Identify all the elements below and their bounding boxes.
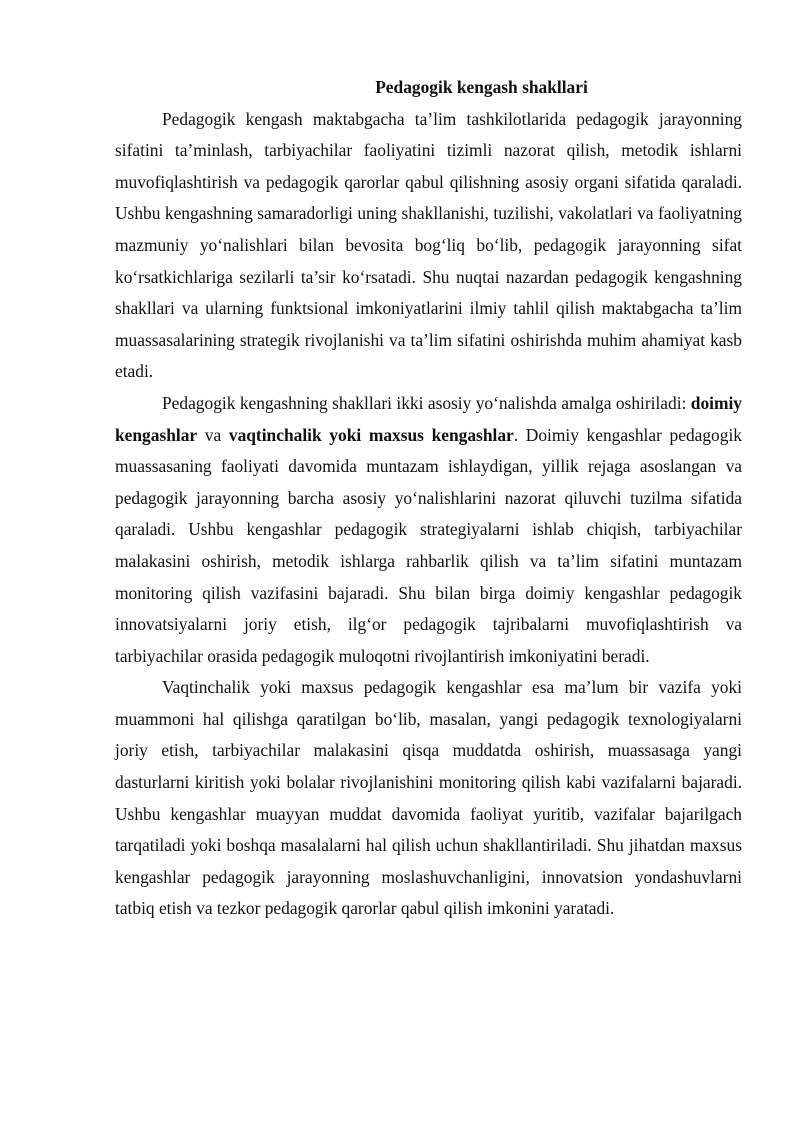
term-temporary-councils: vaqtinchalik yoki maxsus kengashlar — [228, 424, 514, 445]
paragraph-2-intro: Pedagogik kengashning shakllari ikki asosiy yo‘nalishda amalga oshiriladi: — [162, 392, 691, 413]
paragraph-3: Vaqtinchalik yoki maxsus pedagogik kengashlar esa ma’lum bir vazifa yoki muammoni hal qilishga qaratilgan bo‘lib, masalan, yangi pedagogik texnologiyalarni joriy etish, tarbiyachilar malakasini qisqa muddatda oshirish, muassasaga yangi dasturlarni kiritish yoki bolalar rivojlanishini monitoring qilish kabi vazifalarni bajaradi. Ushbu kengashlar muayyan muddat davomida faoliyat yuritib, vazifalar bajarilgach tarqatiladi yoki boshqa masalalarni hal qilish uchun shakllantiriladi. Shu jihatdan maxsus kengashlar pedagogik jarayonning moslashuvchanligini, innovatsion yondashuvlarni tatbiq etish va tezkor pedagogik qarorlar qabul qilish imkonini yaratadi. — [115, 677, 742, 919]
paragraph-2-joiner: va — [197, 424, 229, 445]
paragraph-2 — [115, 388, 742, 672]
document-title: Pedagogik kengash shakllari — [375, 77, 588, 97]
term-permanent-councils: doimiy kengashlar — [115, 392, 742, 445]
document-body — [115, 72, 742, 925]
paragraph-2-rest: . Doimiy kengashlar pedagogik muassasaning faoliyati davomida muntazam ishlaydigan, yillik rejaga asoslangan va pedagogik jarayonning barcha asosiy yo‘nalishlarini nazorat qiluvchi tuzilma sifatida qaraladi. Ushbu kengashlar pedagogik strategiyalarni ishlab chiqish, tarbiyachilar malakasini oshirish, metodik ishlarga rahbarlik qilish va ta’lim sifatini muntazam monitoring qilish vazifasini bajaradi. Shu bilan birga doimiy kengashlar pedagogik innovatsiyalarni joriy etish, ilg‘or pedagogik tajribalarni muvofiqlashtirish va tarbiyachilar orasida pedagogik muloqotni rivojlantirish imkoniyatini beradi. — [115, 424, 742, 666]
paragraph-1: Pedagogik kengash maktabgacha ta’lim tashkilotlarida pedagogik jarayonning sifatini ta’minlash, tarbiyachilar faoliyatini tizimli nazorat qilish, metodik ishlarni muvofiqlashtirish va pedagogik qarorlar qabul qilishning asosiy organi sifatida qaraladi. Ushbu kengashning samaradorligi uning shakllanishi, tuzilishi, vakolatlari va faoliyatning mazmuniy yo‘nalishlari bilan bevosita bog‘liq bo‘lib, pedagogik jarayonning sifat ko‘rsatkichlariga sezilarli ta’sir ko‘rsatadi. Shu nuqtai nazardan pedagogik kengashning shakllari va ularning funktsional imkoniyatlarini ilmiy tahlil qilish maktabgacha ta’lim muassasalarining strategik rivojlanishi va ta’lim sifatini oshirishda muhim ahamiyat kasb etadi. — [115, 108, 742, 382]
